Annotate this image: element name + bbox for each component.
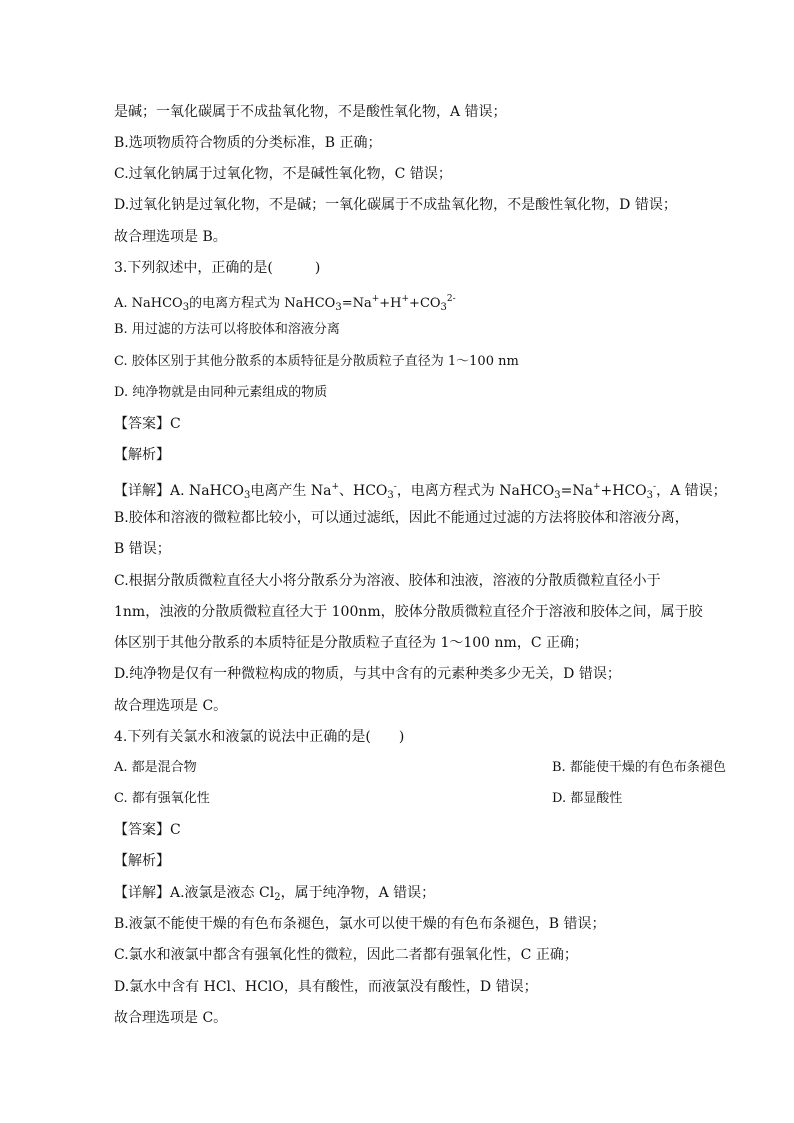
q3-detail-b-line2: B 错误； [114, 541, 171, 557]
q3-option-b: B. 用过滤的方法可以将胶体和溶液分离 [114, 322, 340, 337]
q3-detail-c-line1: C.根据分散质微粒直径大小将分散系分为溶液、胶体和浊液，溶液的分散质微粒直径小于 [114, 573, 661, 589]
prev-explanation-d: D.过氧化钠是过氧化物，不是碱；一氧化碳属于不成盐氧化物，不是酸性氧化物，D 错误； [114, 197, 677, 213]
q4-detail-d: D.氯水中含有 HCl、HClO，具有酸性，而液氯没有酸性，D 错误； [114, 979, 538, 995]
q3-option-d: D. 纯净物就是由同种元素组成的物质 [114, 385, 328, 400]
q3-conclusion: 故合理选项是 C。 [114, 698, 228, 714]
q4-option-b: B. 都能使干燥的有色布条褪色 [552, 760, 726, 775]
q4-stem: 4.下列有关氯水和液氯的说法中正确的是( ) [114, 729, 405, 745]
prev-explanation-b: B.选项物质符合物质的分类标准，B 正确； [114, 135, 382, 151]
q4-detail-b: B.液氯不能使干燥的有色布条褪色，氯水可以使干燥的有色布条褪色，B 错误； [114, 916, 606, 932]
q4-detail-c: C.氯水和液氯中都含有强氧化性的微粒，因此二者都有强氧化性，C 正确； [114, 947, 578, 963]
q3-detail-b-line1: B.胶体和溶液的微粒都比较小，可以通过滤纸，因此不能通过过滤的方法将胶体和溶液分离， [114, 510, 689, 526]
q4-answer: 【答案】C [114, 822, 181, 838]
prev-explanation-a: 是碱；一氧化碳属于不成盐氧化物，不是酸性氧化物，A 错误； [114, 104, 507, 120]
prev-explanation-c: C.过氧化钠属于过氧化物，不是碱性氧化物，C 错误； [114, 166, 452, 182]
q4-options-row2 [114, 789, 684, 809]
q3-option-a: A. NaHCO$_3$的电离方程式为 $NaHCO_3=Na^++H^++CO_3^{2-}$ [114, 294, 456, 313]
q3-stem: 3.下列叙述中，正确的是( ) [114, 260, 321, 276]
q4-options-row1 [114, 758, 726, 778]
q3-detail-c-line2: 1nm，浊液的分散质微粒直径大于 100nm，胶体分散质微粒直径介于溶液和胶体之间，属于胶 [114, 604, 703, 620]
q4-option-a: A. 都是混合物 [114, 760, 197, 775]
q3-analysis-heading: 【解析】 [114, 447, 170, 463]
q3-detail-a: 【详解】A. NaHCO$_3$电离产生 Na+、$HCO_3^-$，电离方程式为 $NaHCO_3=Na^++HCO_3^-$，A 错误； [114, 482, 727, 501]
q3-detail-d: D.纯净物是仅有一种微粒构成的物质，与其中含有的元素种类多少无关，D 错误； [114, 666, 621, 682]
q4-option-d: D. 都显酸性 [552, 791, 623, 806]
q3-option-c: C. 胶体区别于其他分散系的本质特征是分散质粒子直径为 1～100 nm [114, 354, 519, 369]
prev-conclusion: 故合理选项是 B。 [114, 229, 227, 245]
q4-detail-a: 【详解】A.液氯是液态 $Cl_2$，属于纯净物，A 错误； [114, 885, 436, 903]
q3-detail-c-line3: 体区别于其他分散系的本质特征是分散质粒子直径为 1～100 nm，C 正确； [114, 635, 588, 651]
q4-analysis-heading: 【解析】 [114, 853, 170, 869]
q4-conclusion: 故合理选项是 C。 [114, 1010, 228, 1026]
q3-answer: 【答案】C [114, 416, 181, 432]
q4-option-c: C. 都有强氧化性 [114, 791, 210, 806]
